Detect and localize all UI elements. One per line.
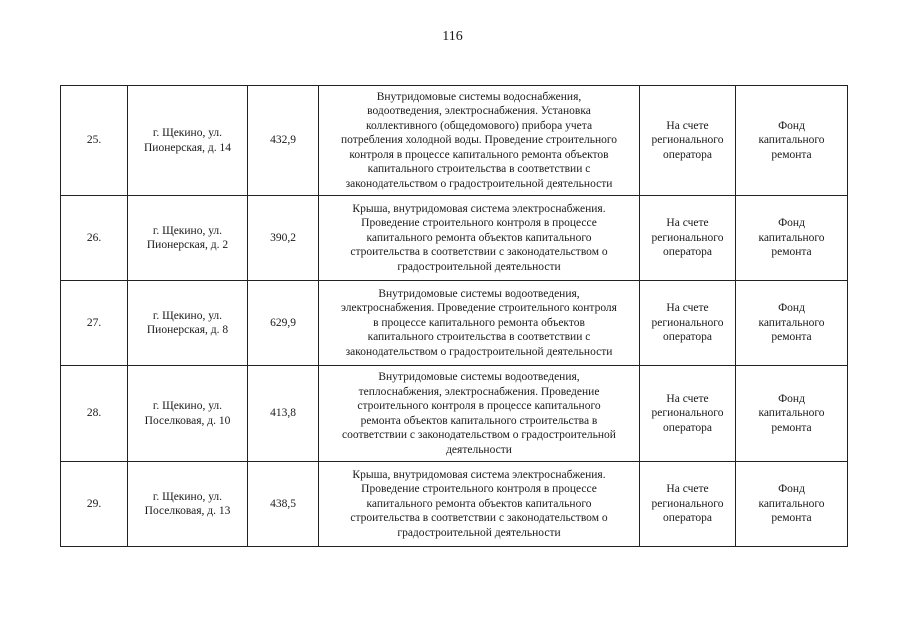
work-line: теплоснабжения, электроснабжения. Проведение (358, 385, 600, 398)
address-line: Пионерская, д. 2 (146, 239, 229, 251)
table-row (61, 366, 848, 462)
account-line: регионального (651, 231, 724, 244)
fund-line: капитального (758, 497, 825, 510)
work-line: законодательством о градостроительной деятельности (345, 177, 613, 190)
work-line: строительства в соответствии с законодательством о (350, 512, 608, 525)
account-line: На счете (666, 483, 709, 496)
work-line: в процессе капитального ремонта объектов (373, 316, 585, 329)
table-row (61, 86, 848, 196)
fund-line: капитального (758, 231, 825, 244)
address-line: Пионерская, д. 8 (146, 324, 229, 336)
row-number: 26. (61, 196, 128, 281)
work-line: Проведение строительного контроля в процессе (361, 483, 597, 496)
address-cell (128, 86, 248, 196)
row-number: 28. (61, 366, 128, 462)
address-line: г. Щекино, ул. (152, 490, 223, 503)
work-line: Внутридомовые системы водоотведения, (378, 371, 580, 383)
work-description-cell (319, 281, 640, 366)
area-cell: 413,8 (248, 366, 319, 462)
work-line: электроснабжения. Проведение строительного контроля (341, 302, 617, 315)
address-line: Поселковая, д. 10 (144, 414, 231, 427)
account-line: регионального (651, 134, 724, 147)
fund-line: ремонта (771, 512, 812, 525)
account-cell (640, 196, 736, 281)
fund-cell (736, 196, 848, 281)
area-cell: 390,2 (248, 196, 319, 281)
work-description-cell (319, 462, 640, 547)
account-line: На счете (666, 119, 709, 132)
account-line: оператора (662, 512, 713, 525)
work-line: законодательством о градостроительной деятельности (345, 345, 613, 358)
address-line: г. Щекино, ул. (152, 127, 223, 139)
work-line: градостроительной деятельности (397, 260, 561, 273)
fund-line: Фонд (778, 392, 805, 405)
work-line: деятельности (446, 443, 512, 456)
account-cell (640, 462, 736, 547)
work-line: Внутридомовые системы водоснабжения, (376, 90, 582, 103)
work-line: потребления холодной воды. Проведение строительного (340, 134, 618, 147)
work-line: Внутридомовые системы водоотведения, (378, 287, 580, 300)
work-line: капитального строительства в соответствии с (367, 331, 591, 344)
account-line: На счете (666, 217, 709, 230)
work-line: соответствии с законодательством о градостроительной (342, 429, 616, 441)
area-cell: 432,9 (248, 86, 319, 196)
address-line: Пионерская, д. 14 (144, 141, 231, 154)
account-cell (640, 86, 736, 196)
fund-line: капитального (758, 316, 825, 329)
work-description-cell (319, 196, 640, 281)
capital-repair-table (60, 85, 848, 547)
address-line: Поселковая, д. 13 (144, 505, 231, 517)
work-line: коллективного (общедомового) прибора учета (365, 119, 593, 132)
fund-cell (736, 86, 848, 196)
account-cell (640, 366, 736, 462)
work-line: Проведение строительного контроля в процессе (361, 217, 597, 230)
account-line: оператора (662, 421, 713, 434)
work-line: капитального ремонта объектов капитального (366, 497, 592, 510)
work-description-cell (319, 86, 640, 196)
row-number: 27. (61, 281, 128, 366)
area-cell: 629,9 (248, 281, 319, 366)
fund-cell (736, 462, 848, 547)
work-line: капитального ремонта объектов капитального (366, 231, 592, 244)
work-line: водоотведения, электроснабжения. Установка (367, 105, 591, 118)
work-line: градостроительной деятельности (397, 526, 561, 539)
fund-cell (736, 366, 848, 462)
fund-line: Фонд (778, 302, 805, 315)
fund-line: ремонта (771, 246, 812, 259)
account-line: оператора (662, 246, 713, 259)
fund-line: ремонта (771, 331, 812, 344)
table-row (61, 281, 848, 366)
address-line: г. Щекино, ул. (152, 400, 223, 412)
account-line: На счете (666, 302, 709, 315)
area-cell: 438,5 (248, 462, 319, 547)
fund-cell (736, 281, 848, 366)
account-line: регионального (651, 497, 724, 510)
fund-line: капитального (758, 407, 825, 420)
account-line: регионального (651, 316, 724, 329)
account-line: регионального (651, 407, 724, 420)
address-cell (128, 196, 248, 281)
fund-line: Фонд (778, 483, 805, 496)
row-number: 25. (61, 86, 128, 196)
work-line: строительного контроля в процессе капитального (357, 400, 601, 412)
address-line: г. Щекино, ул. (152, 224, 223, 237)
work-line: Крыша, внутридомовая система электроснабжения. (352, 468, 606, 481)
address-cell (128, 281, 248, 366)
fund-line: капитального (758, 134, 825, 147)
work-line: ремонта объектов капитального строительства в (360, 414, 598, 427)
account-cell (640, 281, 736, 366)
work-line: контроля в процессе капитального ремонта объектов (349, 148, 609, 161)
table-row (61, 196, 848, 281)
fund-line: ремонта (771, 421, 812, 434)
address-line: г. Щекино, ул. (152, 309, 223, 322)
work-line: строительства в соответствии с законодательством о (350, 246, 608, 259)
work-line: Крыша, внутридомовая система электроснабжения. (352, 202, 606, 215)
account-line: оператора (662, 148, 713, 161)
account-line: оператора (662, 331, 713, 344)
page-number: 116 (442, 29, 463, 44)
fund-line: ремонта (771, 148, 812, 161)
account-line: На счете (666, 392, 709, 405)
row-number: 29. (61, 462, 128, 547)
address-cell (128, 366, 248, 462)
work-line: капитального строительства в соответствии с (367, 163, 591, 176)
work-description-cell (319, 366, 640, 462)
fund-line: Фонд (778, 119, 805, 132)
table-row (61, 462, 848, 547)
address-cell (128, 462, 248, 547)
fund-line: Фонд (778, 217, 805, 230)
